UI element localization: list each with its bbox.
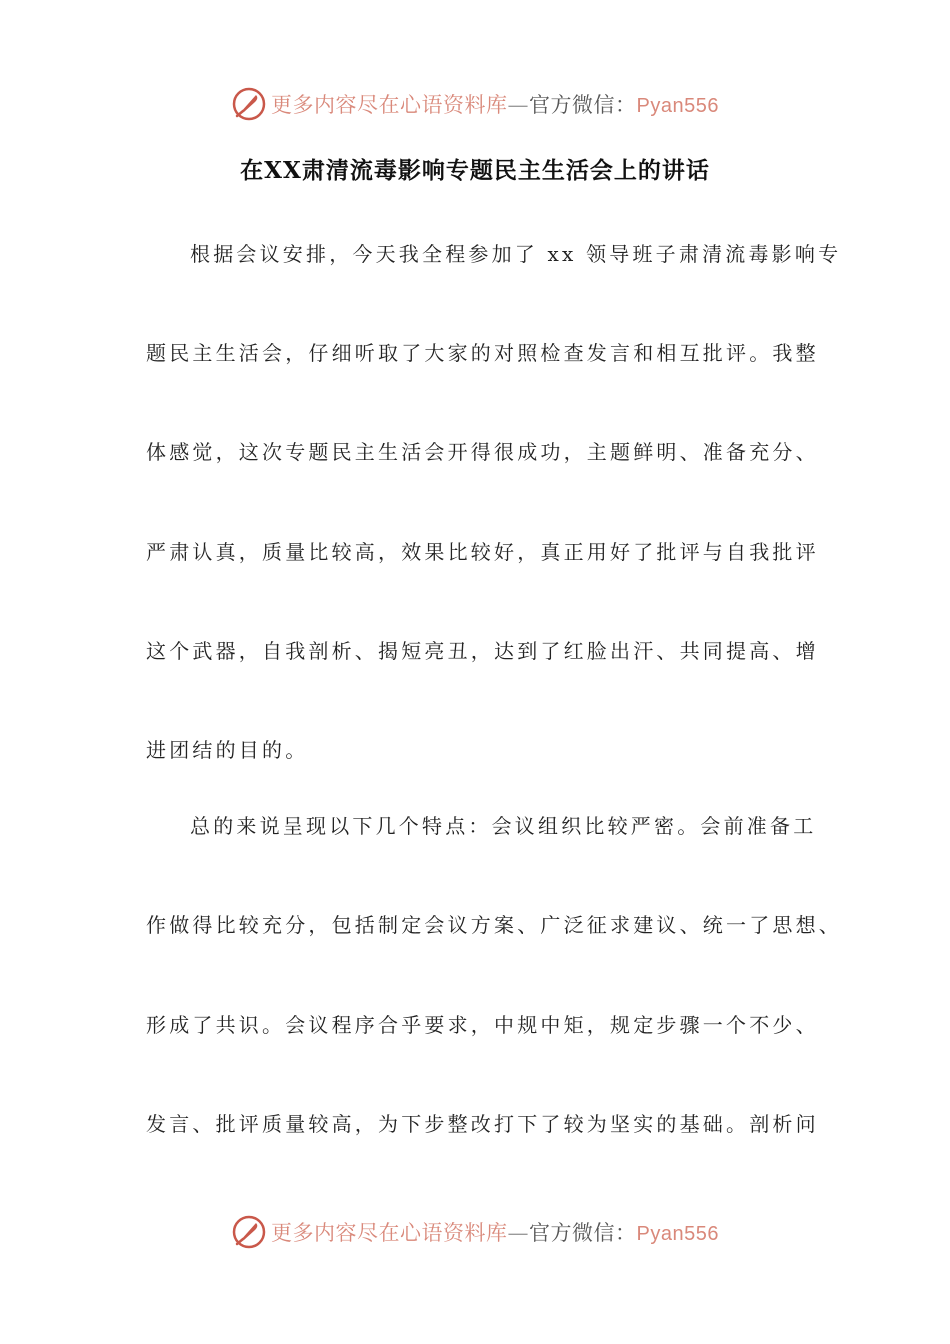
banner-separator: — [507, 93, 530, 117]
banner-wechat-id: Pyan556 [636, 1223, 719, 1245]
header-banner [0, 82, 950, 126]
body-line: 严肃认真，质量比较高，效果比较好，真正用好了批评与自我批评 [146, 540, 819, 564]
body-line: 这个武器，自我剖析、揭短亮丑，达到了红脸出汗、共同提高、增 [146, 639, 819, 663]
document-title: 在XX肃清流毒影响专题民主生活会上的讲话 [240, 157, 710, 184]
banner-text [271, 1217, 719, 1247]
quill-logo-icon [231, 86, 267, 122]
body-line: 题民主生活会，仔细听取了大家的对照检查发言和相互批评。我整 [146, 341, 819, 365]
banner-text [271, 89, 719, 119]
banner-wechat-label: 官方微信： [529, 93, 637, 117]
footer-banner [0, 1210, 950, 1254]
banner-library-text: 更多内容尽在心语资料库 [271, 1221, 508, 1245]
body-line: 发言、批评质量较高，为下步整改打下了较为坚实的基础。剖析问 [146, 1112, 819, 1136]
body-line: 形成了共识。会议程序合乎要求，中规中矩，规定步骤一个不少、 [146, 1013, 819, 1037]
body-line: 体感觉，这次专题民主生活会开得很成功，主题鲜明、准备充分、 [146, 440, 819, 464]
body-line: 作做得比较充分，包括制定会议方案、广泛征求建议、统一了思想、 [146, 913, 842, 937]
banner-wechat-label: 官方微信： [529, 1221, 637, 1245]
body-line: 根据会议安排，今天我全程参加了 xx 领导班子肃清流毒影响专 [190, 242, 842, 266]
quill-logo-icon [231, 1214, 267, 1250]
body-line: 进团结的目的。 [146, 738, 309, 762]
banner-library-text: 更多内容尽在心语资料库 [271, 93, 508, 117]
banner-wechat-id: Pyan556 [636, 95, 719, 117]
banner-separator: — [507, 1221, 530, 1245]
body-line: 总的来说呈现以下几个特点：会议组织比较严密。会前准备工 [190, 814, 817, 838]
